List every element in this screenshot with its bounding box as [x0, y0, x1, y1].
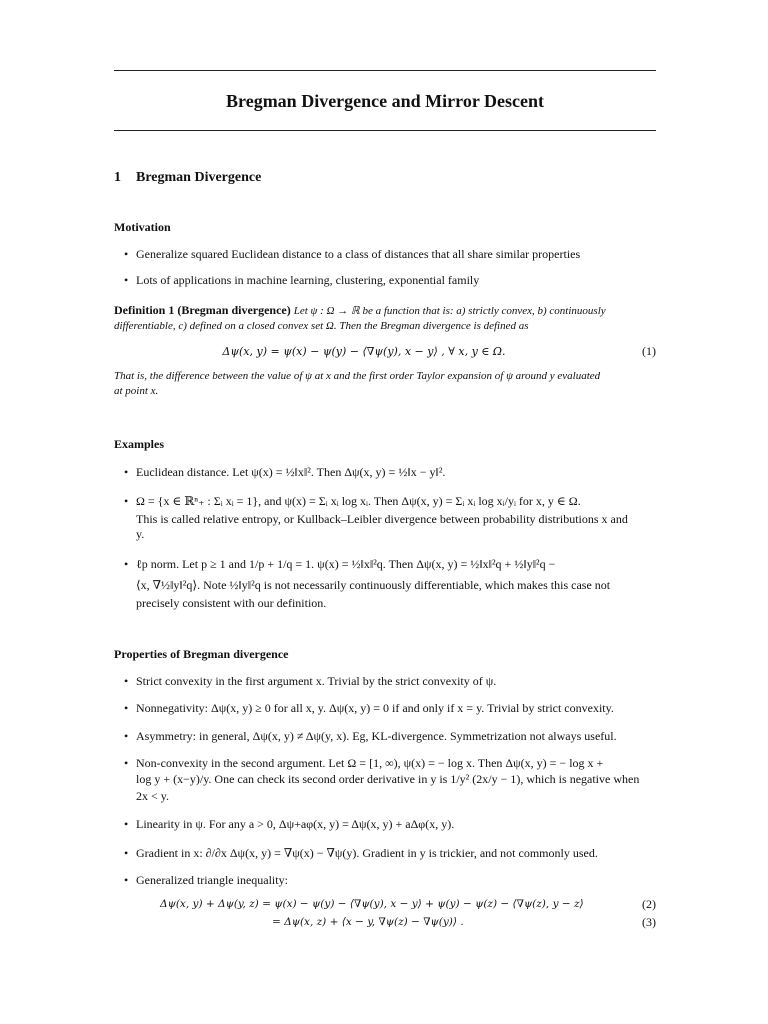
equation-3: = Δψ(x, z) + ⟨x − y, ∇ψ(z) − ∇ψ(y)⟩ .: [272, 916, 464, 928]
properties-heading: Properties of Bregman divergence: [114, 647, 289, 661]
property-nonconvexity-line-1: Non-convexity in the second argument. Let Ω = [1, ∞), ψ(x) = − log x. Then Δψ(x, y) = − log x +: [136, 756, 604, 770]
motivation-heading: Motivation: [114, 220, 171, 234]
property-nonconvexity-line-3: 2x < y.: [136, 789, 169, 803]
title-bottom-rule: [114, 130, 656, 131]
bullet-marker: •: [124, 247, 129, 261]
equation-tag: (1): [642, 344, 656, 358]
example-euclidean: Euclidean distance. Let ψ(x) = ½‖x‖². Then Δψ(x, y) = ½‖x − y‖².: [136, 465, 446, 479]
definition-line-2: differentiable, c) defined on a closed convex set Ω. Then the Bregman divergence is defined as: [114, 320, 529, 332]
definition-label: Definition 1 (Bregman divergence): [114, 303, 291, 317]
bullet-marker: •: [124, 494, 129, 508]
equation-2: Δψ(x, y) + Δψ(y, z) = ψ(x) − ψ(y) − ⟨∇ψ(y), x − y⟩ + ψ(y) − ψ(z) − ⟨∇ψ(z), y − z⟩: [160, 898, 584, 910]
motivation-item: Lots of applications in machine learning, clustering, exponential family: [136, 273, 480, 287]
top-rule: [114, 70, 656, 71]
example-lp-line-1: ℓp norm. Let p ≥ 1 and 1/p + 1/q = 1. ψ(x) = ½‖x‖²q. Then Δψ(x, y) = ½‖x‖²q + ½‖y‖²q −: [136, 557, 556, 571]
section-title: Bregman Divergence: [136, 170, 262, 185]
property-strict-convexity: Strict convexity in the first argument x. Trivial by the strict convexity of ψ.: [136, 674, 497, 688]
definition-text: Let ψ : Ω → ℝ be a function that is: a) strictly convex, b) continuously: [293, 305, 606, 317]
section-heading: [114, 169, 261, 187]
list-item: [124, 873, 656, 888]
example-kl-line-2: This is called relative entropy, or Kullback–Leibler divergence between probability distributions x and: [136, 512, 628, 526]
bullet-marker: •: [124, 273, 129, 287]
equation-body: Δψ(x, y) = ψ(x) − ψ(y) − ⟨∇ψ(y), x − y⟩ , ∀ x, y ∈ Ω.: [222, 345, 506, 358]
list-item: [124, 701, 656, 716]
property-linearity: Linearity in ψ. For any a > 0, Δψ+aφ(x, y) = Δψ(x, y) + aΔφ(x, y).: [136, 817, 455, 831]
list-item: [124, 756, 656, 771]
definition-note-line-1: That is, the difference between the value of ψ at x and the first order Taylor expansion of ψ around y evaluated: [114, 370, 601, 382]
list-item: [124, 247, 656, 262]
definition-line-1: [114, 303, 656, 319]
list-item: [124, 817, 656, 832]
definition-note-line-2: at point x.: [114, 385, 159, 397]
list-item: [124, 846, 656, 861]
list-item: [124, 273, 656, 288]
bullet-marker: •: [124, 846, 129, 860]
property-triangle: Generalized triangle inequality:: [136, 873, 288, 887]
examples-heading: Examples: [114, 437, 165, 451]
bullet-marker: •: [124, 873, 129, 887]
example-lp-line-3: precisely consistent with our definition.: [136, 596, 327, 610]
bullet-marker: •: [124, 465, 129, 479]
example-kl-line-1: Ω = {x ∈ ℝⁿ₊ : Σᵢ xᵢ = 1}, and ψ(x) = Σᵢ xᵢ log xᵢ. Then Δψ(x, y) = Σᵢ xᵢ log xᵢ/yᵢ for x, y ∈ Ω.: [136, 494, 581, 508]
property-nonnegativity: Nonnegativity: Δψ(x, y) ≥ 0 for all x, y. Δψ(x, y) = 0 if and only if x = y. Trivial by strict convexity.: [136, 701, 614, 715]
list-item: [124, 465, 656, 480]
property-gradient: Gradient in x: ∂/∂x Δψ(x, y) = ∇ψ(x) − ∇ψ(y). Gradient in y is trickier, and not commonly used.: [136, 846, 598, 860]
list-item: [124, 729, 656, 744]
list-item: [124, 674, 656, 689]
example-kl-line-3: y.: [136, 527, 145, 541]
bullet-marker: •: [124, 674, 129, 688]
example-lp-line-2: ⟨x, ∇½‖y‖²q⟩. Note ½‖y‖²q is not necessarily continuously differentiable, which makes this case not: [136, 578, 611, 592]
equation-3-tag: (3): [642, 915, 656, 929]
document-page: [114, 0, 656, 1024]
bullet-marker: •: [124, 817, 129, 831]
bullet-marker: •: [124, 756, 129, 770]
property-nonconvexity-line-2: log y + (x−y)/y. One can check its second order derivative in y is 1/y² (2x/y − 1), which is negative when: [136, 772, 640, 786]
property-asymmetry: Asymmetry: in general, Δψ(x, y) ≠ Δψ(y, x). Eg, KL-divergence. Symmetrization not always useful.: [136, 729, 617, 743]
section-number: 1: [114, 170, 121, 185]
bullet-marker: •: [124, 701, 129, 715]
equation-2-tag: (2): [642, 897, 656, 911]
bullet-marker: •: [124, 729, 129, 743]
document-title: Bregman Divergence and Mirror Descent: [226, 91, 544, 111]
motivation-item: Generalize squared Euclidean distance to a class of distances that all share similar properties: [136, 247, 581, 261]
bullet-marker: •: [124, 557, 129, 571]
list-item: [124, 557, 656, 572]
list-item: [124, 494, 656, 509]
